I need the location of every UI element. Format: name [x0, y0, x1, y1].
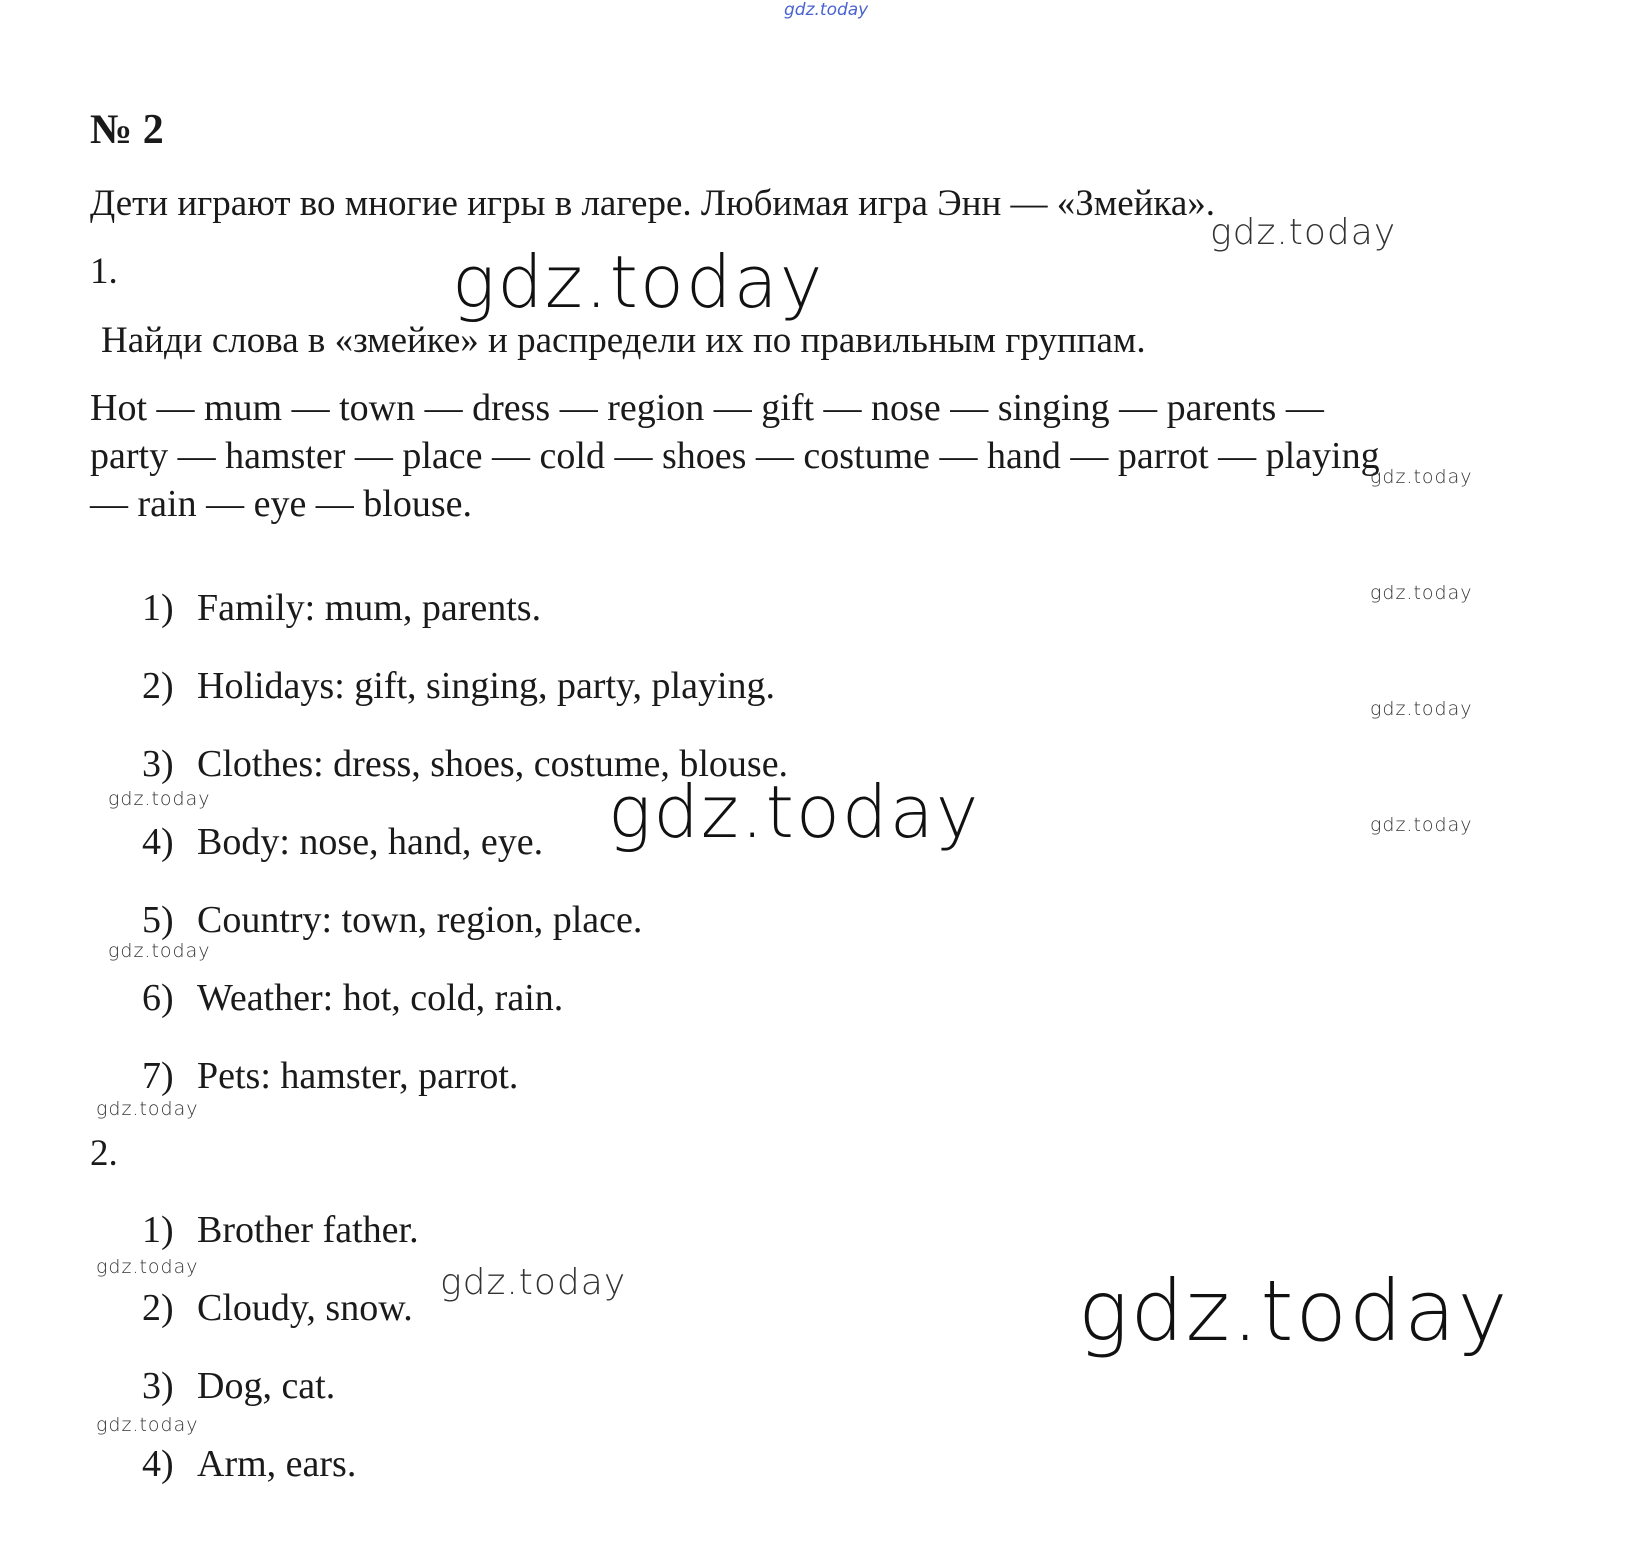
task-intro: Дети играют во многие игры в лагере. Любимая игра Энн — «Змейка».	[90, 183, 1216, 224]
part1-answer	[142, 898, 642, 942]
part1-answer	[142, 820, 543, 864]
watermark-small: gdz.today	[1370, 698, 1473, 720]
task-number: № 2	[90, 107, 164, 153]
answer-text: Holidays: gift, singing, party, playing.	[197, 665, 776, 707]
part2-answer	[142, 1442, 356, 1486]
answer-number: 5)	[142, 899, 174, 941]
part1-label: 1.	[90, 251, 118, 292]
watermark-large: gdz.today	[608, 770, 981, 854]
answer-text: Brother father.	[197, 1209, 419, 1251]
watermark-small: gdz.today	[108, 788, 211, 810]
answer-number: 6)	[142, 977, 174, 1019]
answer-number: 3)	[142, 743, 174, 785]
watermark-small: gdz.today	[1370, 582, 1473, 604]
part1-instruction: Найди слова в «змейке» и распредели их по правильным группам.	[101, 320, 1146, 361]
watermark-small: gdz.today	[108, 940, 211, 962]
watermark: gdz.today	[1210, 212, 1397, 253]
watermark-top: gdz.today	[784, 0, 869, 20]
answer-text: Country: town, region, place.	[197, 899, 643, 941]
part1-answer	[142, 976, 563, 1020]
watermark-small: gdz.today	[96, 1098, 199, 1120]
word-snake	[90, 384, 1380, 528]
watermark-small: gdz.today	[1370, 814, 1473, 836]
answer-text: Weather: hot, cold, rain.	[197, 977, 564, 1019]
part2-answer	[142, 1286, 413, 1330]
answer-number: 2)	[142, 1287, 174, 1329]
watermark-small: gdz.today	[1370, 466, 1473, 488]
word-line: Hot — mum — town — dress — region — gift — nose — singing — parents —	[90, 387, 1324, 429]
answer-number: 4)	[142, 821, 174, 863]
part2-label: 2.	[90, 1133, 118, 1174]
watermark-large: gdz.today	[1078, 1262, 1510, 1360]
answer-text: Clothes: dress, shoes, costume, blouse.	[197, 743, 789, 785]
answer-text: Family: mum, parents.	[197, 587, 542, 629]
answer-number: 4)	[142, 1443, 174, 1485]
answer-text: Pets: hamster, parrot.	[197, 1055, 519, 1097]
part1-answer	[142, 742, 788, 786]
part2-answer	[142, 1208, 419, 1252]
answer-number: 3)	[142, 1365, 174, 1407]
watermark: gdz.today	[440, 1262, 627, 1303]
answer-number: 7)	[142, 1055, 174, 1097]
part1-answer	[142, 664, 775, 708]
answer-text: Cloudy, snow.	[197, 1287, 413, 1329]
answer-number: 2)	[142, 665, 174, 707]
part1-answer	[142, 586, 541, 630]
watermark-small: gdz.today	[96, 1256, 199, 1278]
answer-number: 1)	[142, 587, 174, 629]
answer-text: Arm, ears.	[197, 1443, 357, 1485]
word-line: party — hamster — place — cold — shoes — costume — hand — parrot — playing	[90, 435, 1380, 477]
word-line: — rain — eye — blouse.	[90, 483, 473, 525]
answer-number: 1)	[142, 1209, 174, 1251]
watermark-large: gdz.today	[452, 240, 825, 324]
part1-answer	[142, 1054, 518, 1098]
answer-text: Body: nose, hand, eye.	[197, 821, 544, 863]
answer-text: Dog, cat.	[197, 1365, 336, 1407]
part2-answer	[142, 1364, 335, 1408]
watermark-small: gdz.today	[96, 1414, 199, 1436]
